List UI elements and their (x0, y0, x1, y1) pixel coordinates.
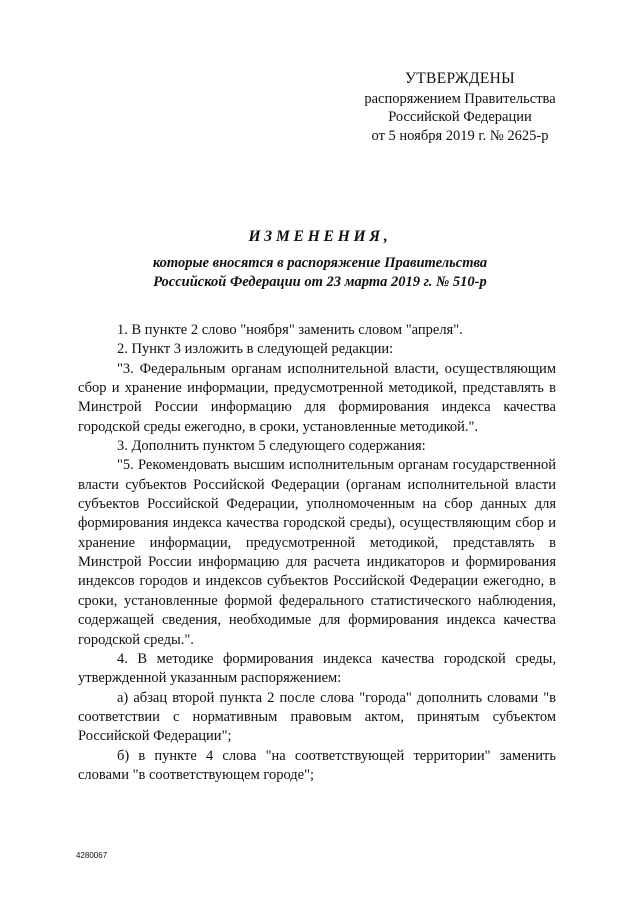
approval-line-3: от 5 ноября 2019 г. № 2625-р (371, 127, 549, 144)
title-subtitle-1: которые вносятся в распоряжение Правительства (152, 255, 488, 271)
paragraph-4: 3. Дополнить пунктом 5 следующего содержания: (117, 438, 426, 455)
document-title (0, 228, 640, 291)
approval-line-1: распоряжением Правительства (364, 90, 556, 107)
title-subtitle-2: Российской Федерации от 23 марта 2019 г. № 510-р (153, 273, 487, 290)
paragraph-3: "3. Федеральным органам исполнительной власти, осуществляющим сбор и хранение информации, предусмотренной методикой, представлять в Минстрой России информацию для формирования индекса качества городской среды ежегодно, в сроки, установленные методикой.". (78, 360, 556, 435)
document-id: 4280067 (76, 851, 108, 860)
paragraph-5: "5. Рекомендовать высшим исполнительным органам государственной власти субъектов Российской Федерации (органам исполнительной власти субъектов Российской Федерации, уполномоченным на сбор данных для формирования индекса качества городской среды), осуществляющим сбор и хранение информации, предусмотренной методикой, представлять в Минстрой России информацию для расчета индикаторов и формирования индексов городов и индексов субъектов Российской Федерации ежегодно, в сроки, установленные формой федерального статистического наблюдения, содержащей сведения, необходимые для формирования индекса качества городской среды.". (78, 457, 556, 648)
approval-block (330, 70, 590, 145)
title-main: ИЗМЕНЕНИЯ, (248, 228, 392, 245)
paragraph-6: 4. В методике формирования индекса качества городской среды, утвержденной указанным распоряжением: (78, 650, 556, 687)
approval-line-2: Российской Федерации (388, 109, 532, 125)
paragraph-2: 2. Пункт 3 изложить в следующей редакции: (117, 341, 394, 358)
document-body (78, 321, 556, 785)
approval-heading: УТВЕРЖДЕНЫ (405, 70, 515, 87)
paragraph-1: 1. В пункте 2 слово "ноября" заменить словом "апреля". (117, 322, 463, 338)
paragraph-7: а) абзац второй пункта 2 после слова "города" дополнить словами "в соответствии с нормативным правовым актом, принятым субъектом Российской Федерации"; (78, 689, 556, 745)
paragraph-8: б) в пункте 4 слова "на соответствующей территории" заменить словами "в соответствующем городе"; (78, 747, 556, 783)
